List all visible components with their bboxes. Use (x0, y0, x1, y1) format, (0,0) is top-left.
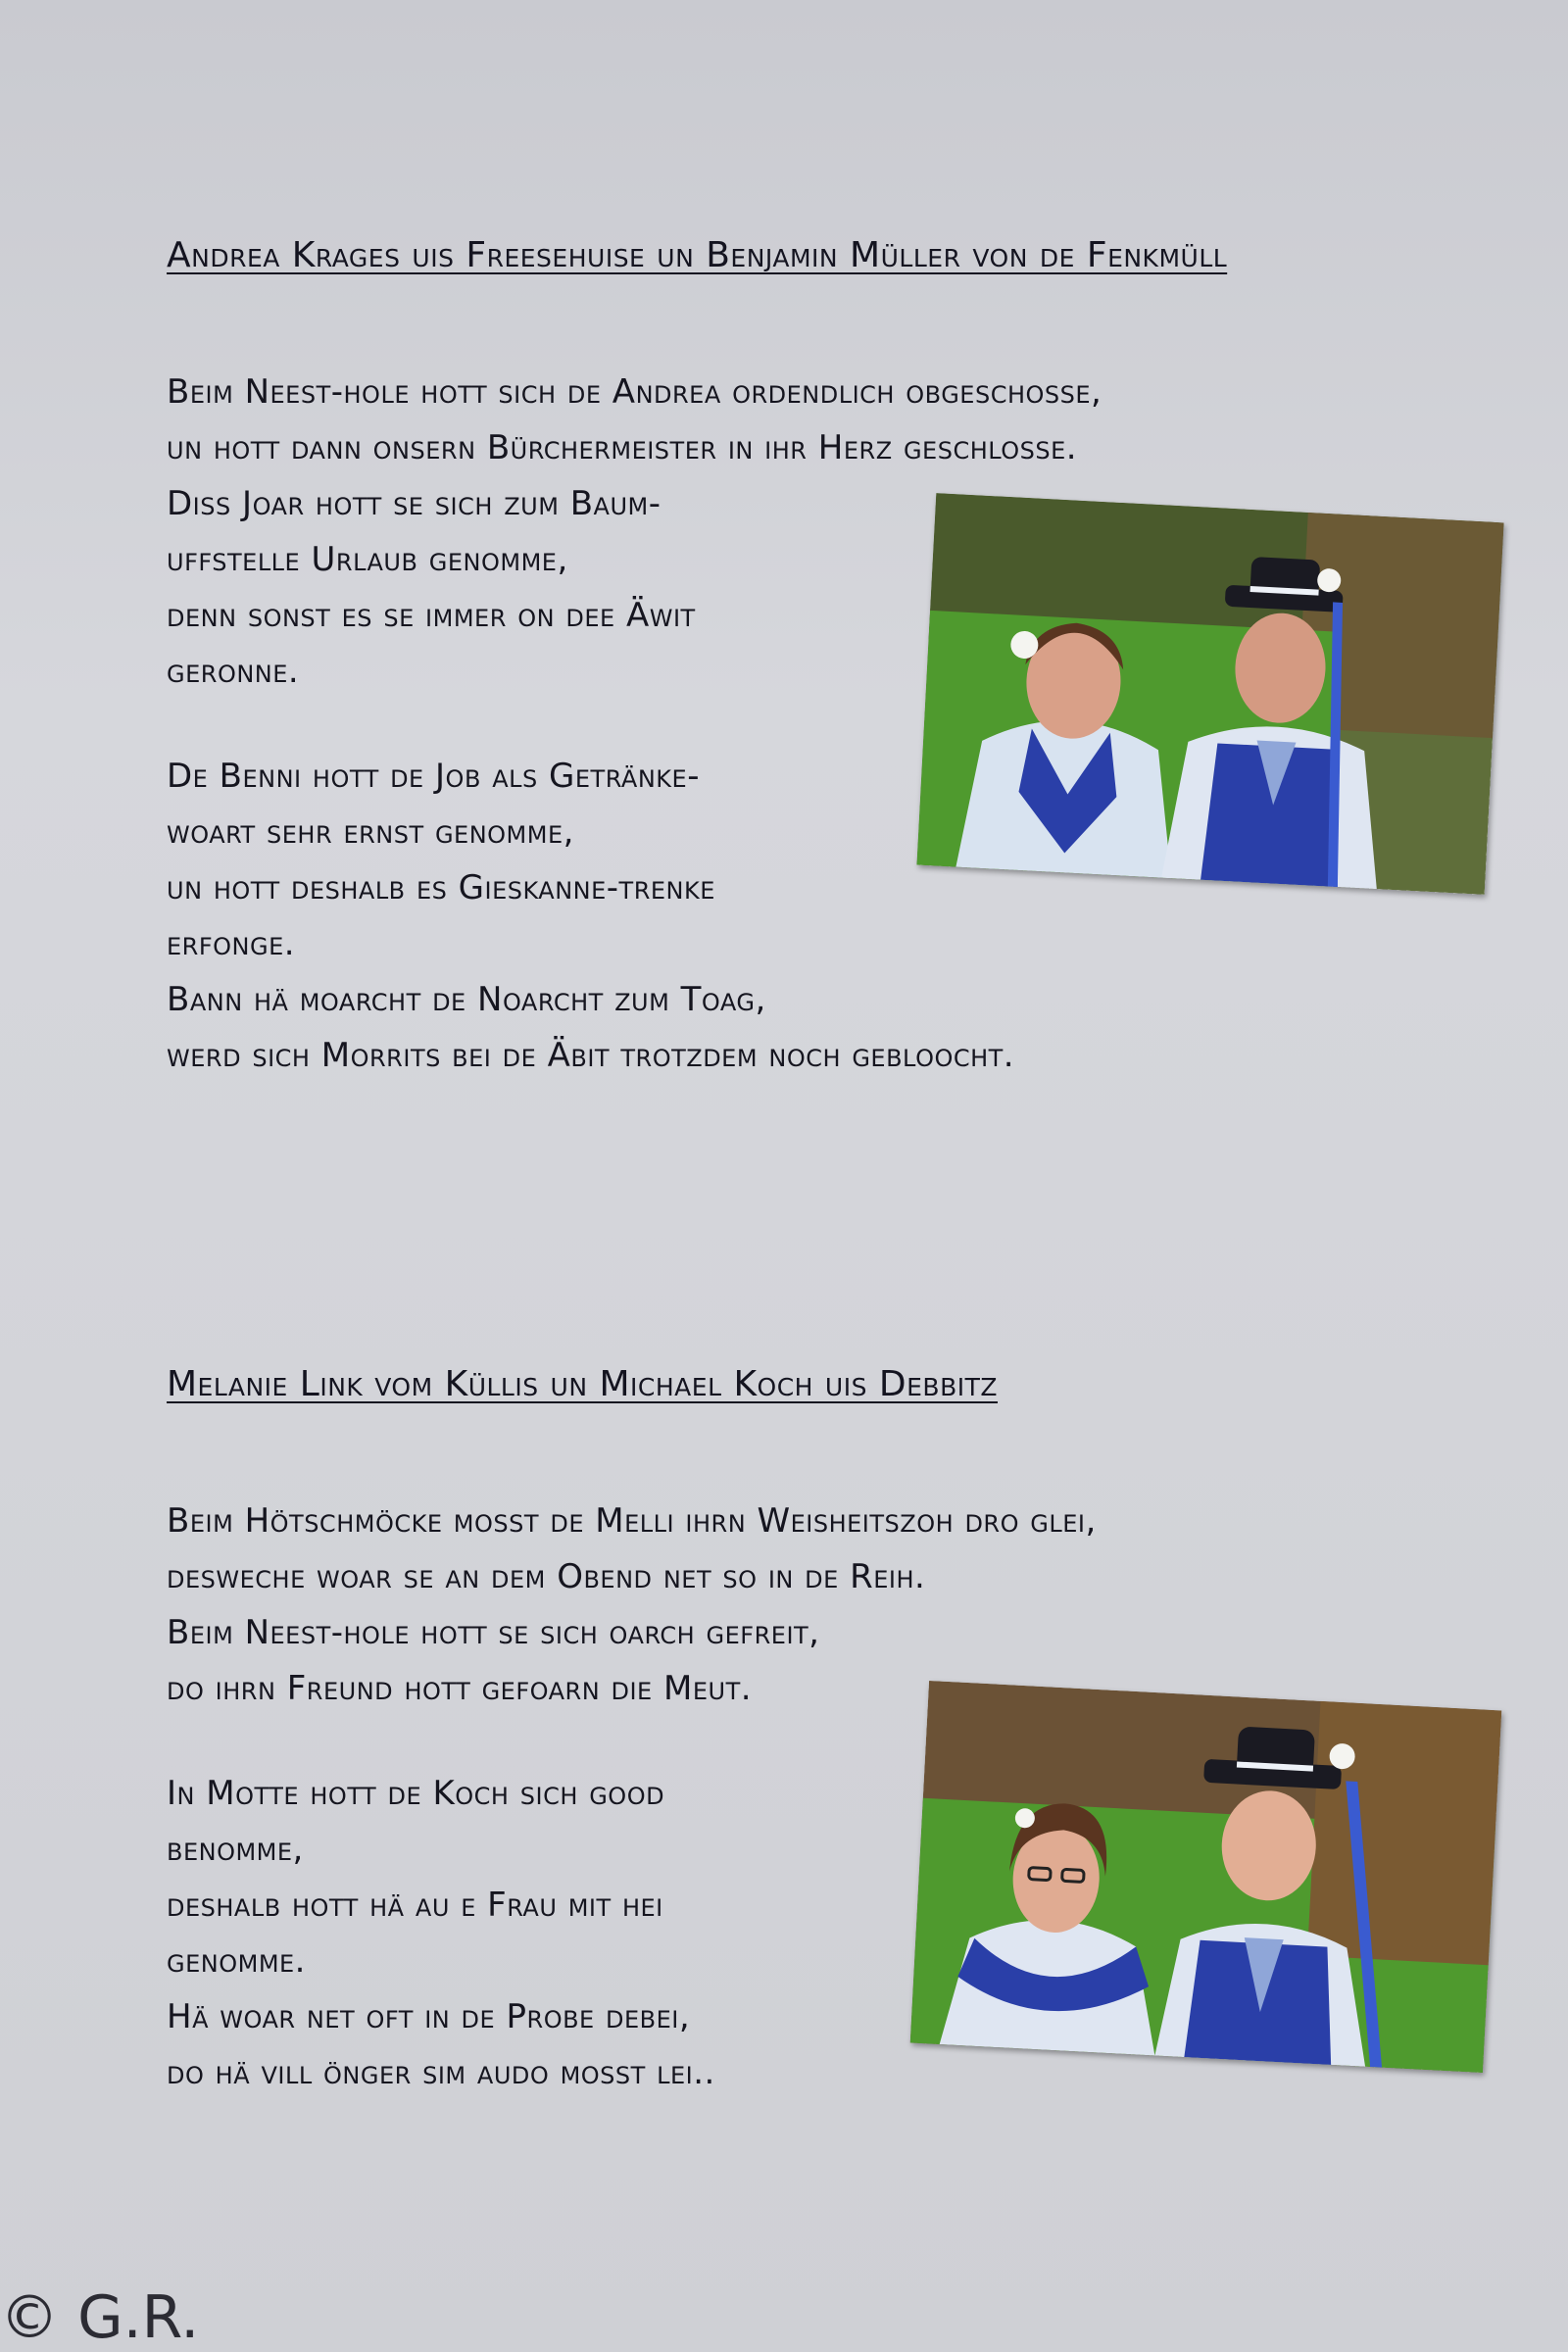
poem-line: genomme. (167, 1941, 306, 1981)
poem-line: De Benni hott de Job als Getränke- (167, 757, 700, 796)
poem-line: Diss Joar hott se sich zum Baum- (167, 484, 662, 523)
copyright-watermark: © G.R. (0, 2283, 200, 2352)
couple-photo-1 (916, 493, 1503, 895)
poem-line: Beim Neest-hole hott sich de Andrea ordendlich obgeschosse, (167, 372, 1102, 412)
poem-line: Beim Neest-hole hott se sich oarch gefreit, (167, 1613, 820, 1652)
poem-line: woart sehr ernst genomme, (167, 812, 574, 852)
section1-heading: Andrea Krages uis Freesehuise un Benjamin Müller von de Fenkmüll (167, 235, 1228, 275)
couple-photo-2-image (910, 1681, 1502, 2073)
poem-line: werd sich Morrits bei de Äbit trotzdem noch gebloocht. (167, 1036, 1015, 1075)
poem-line: benomme, (167, 1830, 304, 1869)
poem-line: Bann hä moarcht de Noarcht zum Toag, (167, 980, 766, 1019)
poem-line: un hott deshalb es Gieskanne-trenke (167, 868, 715, 907)
poem-line: do ihrn Freund hott gefoarn die Meut. (167, 1669, 753, 1708)
poem-line: deshalb hott hä au e Frau mit hei (167, 1886, 663, 1925)
poem-line: erfonge. (167, 924, 296, 963)
poem-line: desweche woar se an dem Obend net so in de Reih. (167, 1557, 926, 1596)
poem-line: geronne. (167, 652, 300, 691)
poem-line: uffstelle Urlaub genomme, (167, 540, 568, 579)
poem-line: Hä woar net oft in de Probe debei, (167, 1997, 691, 2036)
poem-line: un hott dann onsern Bürchermeister in ihr Herz geschlosse. (167, 428, 1078, 467)
poem-line: denn sonst es se immer on dee Äwit (167, 596, 696, 635)
couple-photo-2 (910, 1681, 1502, 2073)
couple-photo-1-image (916, 493, 1503, 895)
section2-heading: Melanie Link vom Küllis un Michael Koch uis Debbitz (167, 1364, 999, 1404)
poem-line: do hä vill önger sim audo mosst lei.. (167, 2053, 715, 2092)
poem-line: Beim Hötschmöcke mosst de Melli ihrn Weisheitszoh dro glei, (167, 1501, 1097, 1541)
poem-line: In Motte hott de Koch sich good (167, 1774, 665, 1813)
